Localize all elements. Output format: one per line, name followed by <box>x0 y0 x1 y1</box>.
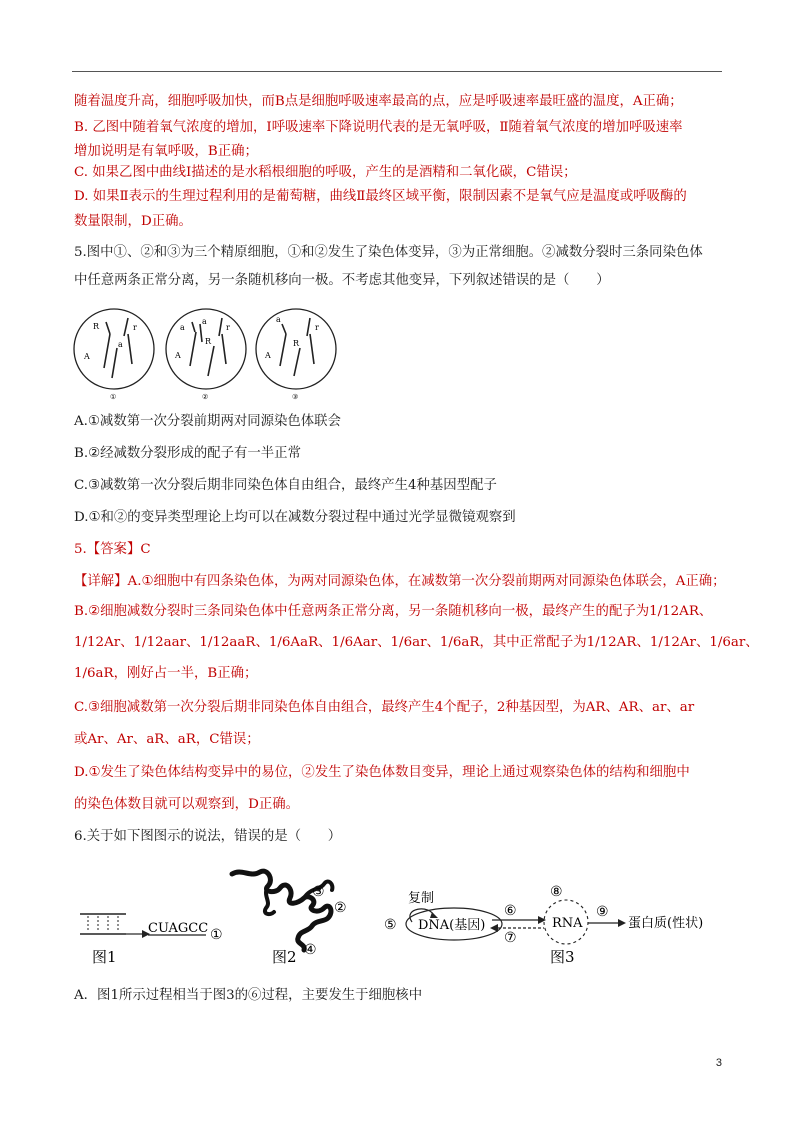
fig2-number-4: ④ <box>304 942 317 958</box>
fig3 <box>384 884 703 966</box>
fig3-caption: 图3 <box>550 948 575 966</box>
q5-option-d: D.①和②的变异类型理论上均可以在减数分裂过程中通过光学显微镜观察到 <box>74 510 516 525</box>
cell-1-label: R <box>93 322 100 331</box>
q5-option-c: C.③减数第一次分裂后期非同染色体自由组合，最终产生4种基因型配子 <box>74 478 497 493</box>
fig1-caption: 图1 <box>92 948 117 966</box>
q5-stem-line: 5.图中①、②和③为三个精原细胞，①和②发生了染色体变异，③为正常细胞。②减数分裂时三条同染色体 <box>74 245 703 260</box>
cell-3-number: ③ <box>292 393 299 401</box>
cell-1-label: A <box>84 352 90 361</box>
cell-2 <box>166 309 246 401</box>
q6-stem: 6.关于如下图图示的说法，错误的是（ ） <box>74 829 342 844</box>
q5-detail-line: C.③细胞减数第一次分裂后期非同染色体自由组合，最终产生4个配子，2种基因型，为AR、AR、ar、ar <box>74 700 695 715</box>
page-number: 3 <box>715 1057 722 1069</box>
q5-option-a: A.①减数第一次分裂前期两对同源染色体联会 <box>74 414 341 429</box>
fig3-number-9: ⑨ <box>596 904 609 920</box>
fig3-copy-label: 复制 <box>408 891 435 906</box>
cell-1-label: r <box>133 323 137 332</box>
explanation-line: 增加说明是有氧呼吸，B正确； <box>74 144 258 159</box>
cell-2-label: a <box>180 323 185 332</box>
cell-1 <box>74 309 154 401</box>
q5-detail-line: D.①发生了染色体结构变异中的易位，②发生了染色体数目变异，理论上通过观察染色体的结构和细胞中 <box>74 765 690 780</box>
q5-detail-line: 的染色体数目就可以观察到，D正确。 <box>74 797 299 812</box>
explanation-line: 数量限制，D正确。 <box>74 214 192 229</box>
q6-option-a: A．图1所示过程相当于图3的⑥过程，主要发生于细胞核中 <box>74 988 423 1003</box>
fig1-sequence: CUAGCC <box>148 921 209 936</box>
cell-3-label: A <box>265 351 271 360</box>
fig3-rna: RNA <box>552 916 583 931</box>
fig1-number: ① <box>210 927 223 943</box>
cell-1-number: ① <box>110 393 117 401</box>
fig2-caption: 图2 <box>272 948 297 966</box>
cell-1-label: a <box>118 340 123 349</box>
header-rule <box>72 71 722 72</box>
cell-3-label: r <box>315 323 319 332</box>
fig3-number-6: ⑥ <box>504 903 517 919</box>
explanation-line: D. 如果Ⅱ表示的生理过程利用的是葡萄糖，曲线Ⅱ最终区域平衡，限制因素不是氧气应是温度或呼吸酶的 <box>74 189 687 204</box>
cell-2-number: ② <box>202 393 209 401</box>
fig3-dna: DNA(基因) <box>418 918 486 933</box>
explanation-line: C. 如果乙图中曲线Ⅰ描述的是水稻根细胞的呼吸，产生的是酒精和二氧化碳，C错误； <box>74 165 577 180</box>
cell-3 <box>256 309 336 401</box>
explanation-line: 随着温度升高，细胞呼吸加快，而B点是细胞呼吸速率最高的点，应是呼吸速率最旺盛的温度，A正确； <box>74 94 683 109</box>
q5-detail-line: 【详解】A.①细胞中有四条染色体，为两对同源染色体，在减数第一次分裂前期两对同源染色体联会，A正确； <box>74 574 726 589</box>
fig3-number-7: ⑦ <box>504 930 517 946</box>
cell-3-label: a <box>276 315 281 324</box>
q6-figure <box>72 860 704 970</box>
q5-answer: 5.【答案】C <box>74 542 151 557</box>
cell-2-label: A <box>175 351 181 360</box>
q5-option-b: B.②经减数分裂形成的配子有一半正常 <box>74 446 301 461</box>
cell-2-label: R <box>205 337 212 346</box>
fig2-number-2: ② <box>334 900 347 916</box>
q5-cell-figure <box>72 304 342 402</box>
fig3-number-5: ⑤ <box>384 917 397 933</box>
fig2 <box>232 871 347 966</box>
explanation-line: B. 乙图中随着氧气浓度的增加，Ⅰ呼吸速率下降说明代表的是无氧呼吸，Ⅱ随着氧气浓度的增加呼吸速率 <box>74 120 683 135</box>
fig2-number-3: ③ <box>312 884 325 900</box>
q5-detail-line: 1/12Ar、1/12aar、1/12aaR、1/6AaR、1/6Aar、1/6ar、1/6aR，其中正常配子为1/12AR、1/12Ar、1/6ar、 <box>74 635 759 650</box>
cell-2-label: r <box>226 323 230 332</box>
cell-3-label: R <box>293 339 300 348</box>
q5-detail-line: 1/6aR，刚好占一半，B正确； <box>74 666 258 681</box>
q5-stem-line: 中任意两条正常分离，另一条随机移向一极。不考虑其他变异，下列叙述错误的是（ ） <box>74 273 610 288</box>
q5-detail-line: 或Ar、Ar、aR、aR，C错误； <box>74 732 260 747</box>
fig3-number-8: ⑧ <box>550 884 563 900</box>
fig3-protein: 蛋白质(性状) <box>628 916 704 931</box>
cell-2-label: a <box>202 317 207 326</box>
q5-detail-line: B.②细胞减数分裂时三条同染色体中任意两条正常分离，另一条随机移向一极，最终产生的配子为1/12AR、 <box>74 604 713 619</box>
fig1 <box>80 914 223 966</box>
